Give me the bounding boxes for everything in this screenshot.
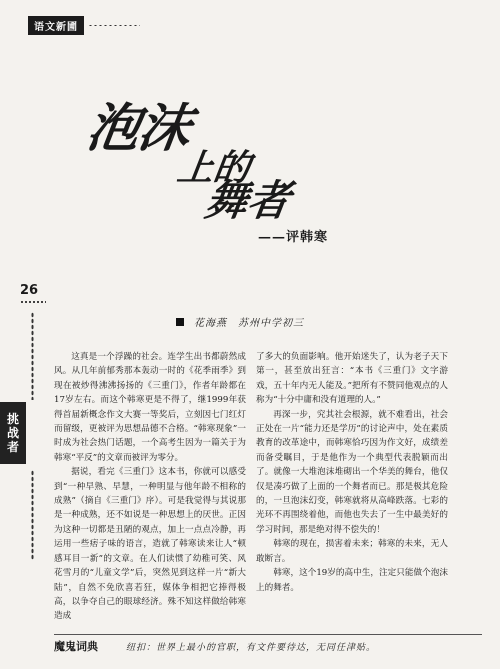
title-line-3: 舞者 — [202, 176, 294, 225]
title-line-1: 泡沫 — [83, 98, 194, 159]
dot-rule — [20, 300, 46, 304]
side-section-tag: 挑战者 — [0, 402, 26, 464]
square-bullet-icon — [176, 318, 184, 326]
footer-logo: 魔鬼词典 — [54, 640, 98, 653]
body-column-right — [256, 350, 448, 595]
body-column-left — [54, 350, 246, 624]
paragraph: 再深一步，究其社会根源，就不难看出，社会正处在一片“能力还是学历”的讨论声中，处在素质教育的改革途中，而韩寒恰巧因为作文好，成绩差而备受瞩目，于是他作为一个典型代表脱颖而出了。就像一大堆泡沫堆砌出一个华美的舞台，他仅仅是凑巧做了上面的一个舞者而已。那是极其危险的，一旦泡沫幻变，韩寒就将从高峰跌落。七彩的光环不再围绕着他，而他也失去了一生中最美好的学习时间，那是绝对得不偿失的！ — [256, 409, 448, 535]
dot-rule — [88, 24, 140, 27]
footer-rule — [54, 634, 482, 635]
paragraph: 了多大的负面影响。他开始迷失了，认为老子天下第一，甚至放出狂言：“本书《三重门》文字游戏，五十年内无人能及。”把所有不赞同他观点的人称为“十分中庸和没有道理的人。” — [256, 352, 448, 406]
author-line: 花海燕 苏州中学初三 — [194, 318, 304, 329]
page-number: 26 — [20, 283, 39, 298]
paragraph: 韩寒的现在，损害着未来；韩寒的未来，无人敢断言。 — [256, 539, 448, 564]
dot-rule — [31, 470, 34, 560]
title-line-2: 上的 — [174, 147, 253, 189]
paragraph: 这真是一个浮躁的社会。连学生出书都蔚然成风。从几年前郁秀那本轰动一时的《花季雨季》到现在被炒得沸沸扬扬的《三重门》，作者年龄都在17岁左右。而这个韩寒更是不得了，继1999年获得首届新概念作文大赛一等奖后，立刻因七门红灯而留级，更被评为思想品德不合格。“韩寒现象”一时成为社会热门话题，一个高考生因为一篇关于为韩寒“平反”的文章而被评为零分。 — [54, 352, 246, 463]
section-tag: 语文新圃 — [28, 16, 84, 35]
title-byline: ——评韩寒 — [258, 230, 329, 245]
paragraph: 据说，看完《三重门》这本书，你就可以感受到“一种早熟、早慧，一种明显与他年龄不相称的成熟”（摘自《三重门》序）。可是我觉得与其说那是一种成熟，还不如说是一种思想上的厌世。正因为这种一切都是丑陋的观点，加上一点点冷静，再运用一些痞子味的语言，造就了韩寒读来让人“顿感耳目一新”的文章。在人们读惯了幼稚可笑、风花雪月的“儿童文学”后，突然见到这样一片“新大陆”，自然不免欣喜若狂，媒体争相把它捧得极高，以争夺自己的眼球经济。殊不知这样做给韩寒造成 — [54, 467, 246, 622]
paragraph: 韩寒，这个19岁的高中生，注定只能做个泡沫上的舞者。 — [256, 568, 448, 593]
footer-quote: 纽扣：世界上最小的官职，有文件要待达，无同任津贴。 — [126, 643, 377, 653]
dot-rule — [31, 312, 34, 400]
